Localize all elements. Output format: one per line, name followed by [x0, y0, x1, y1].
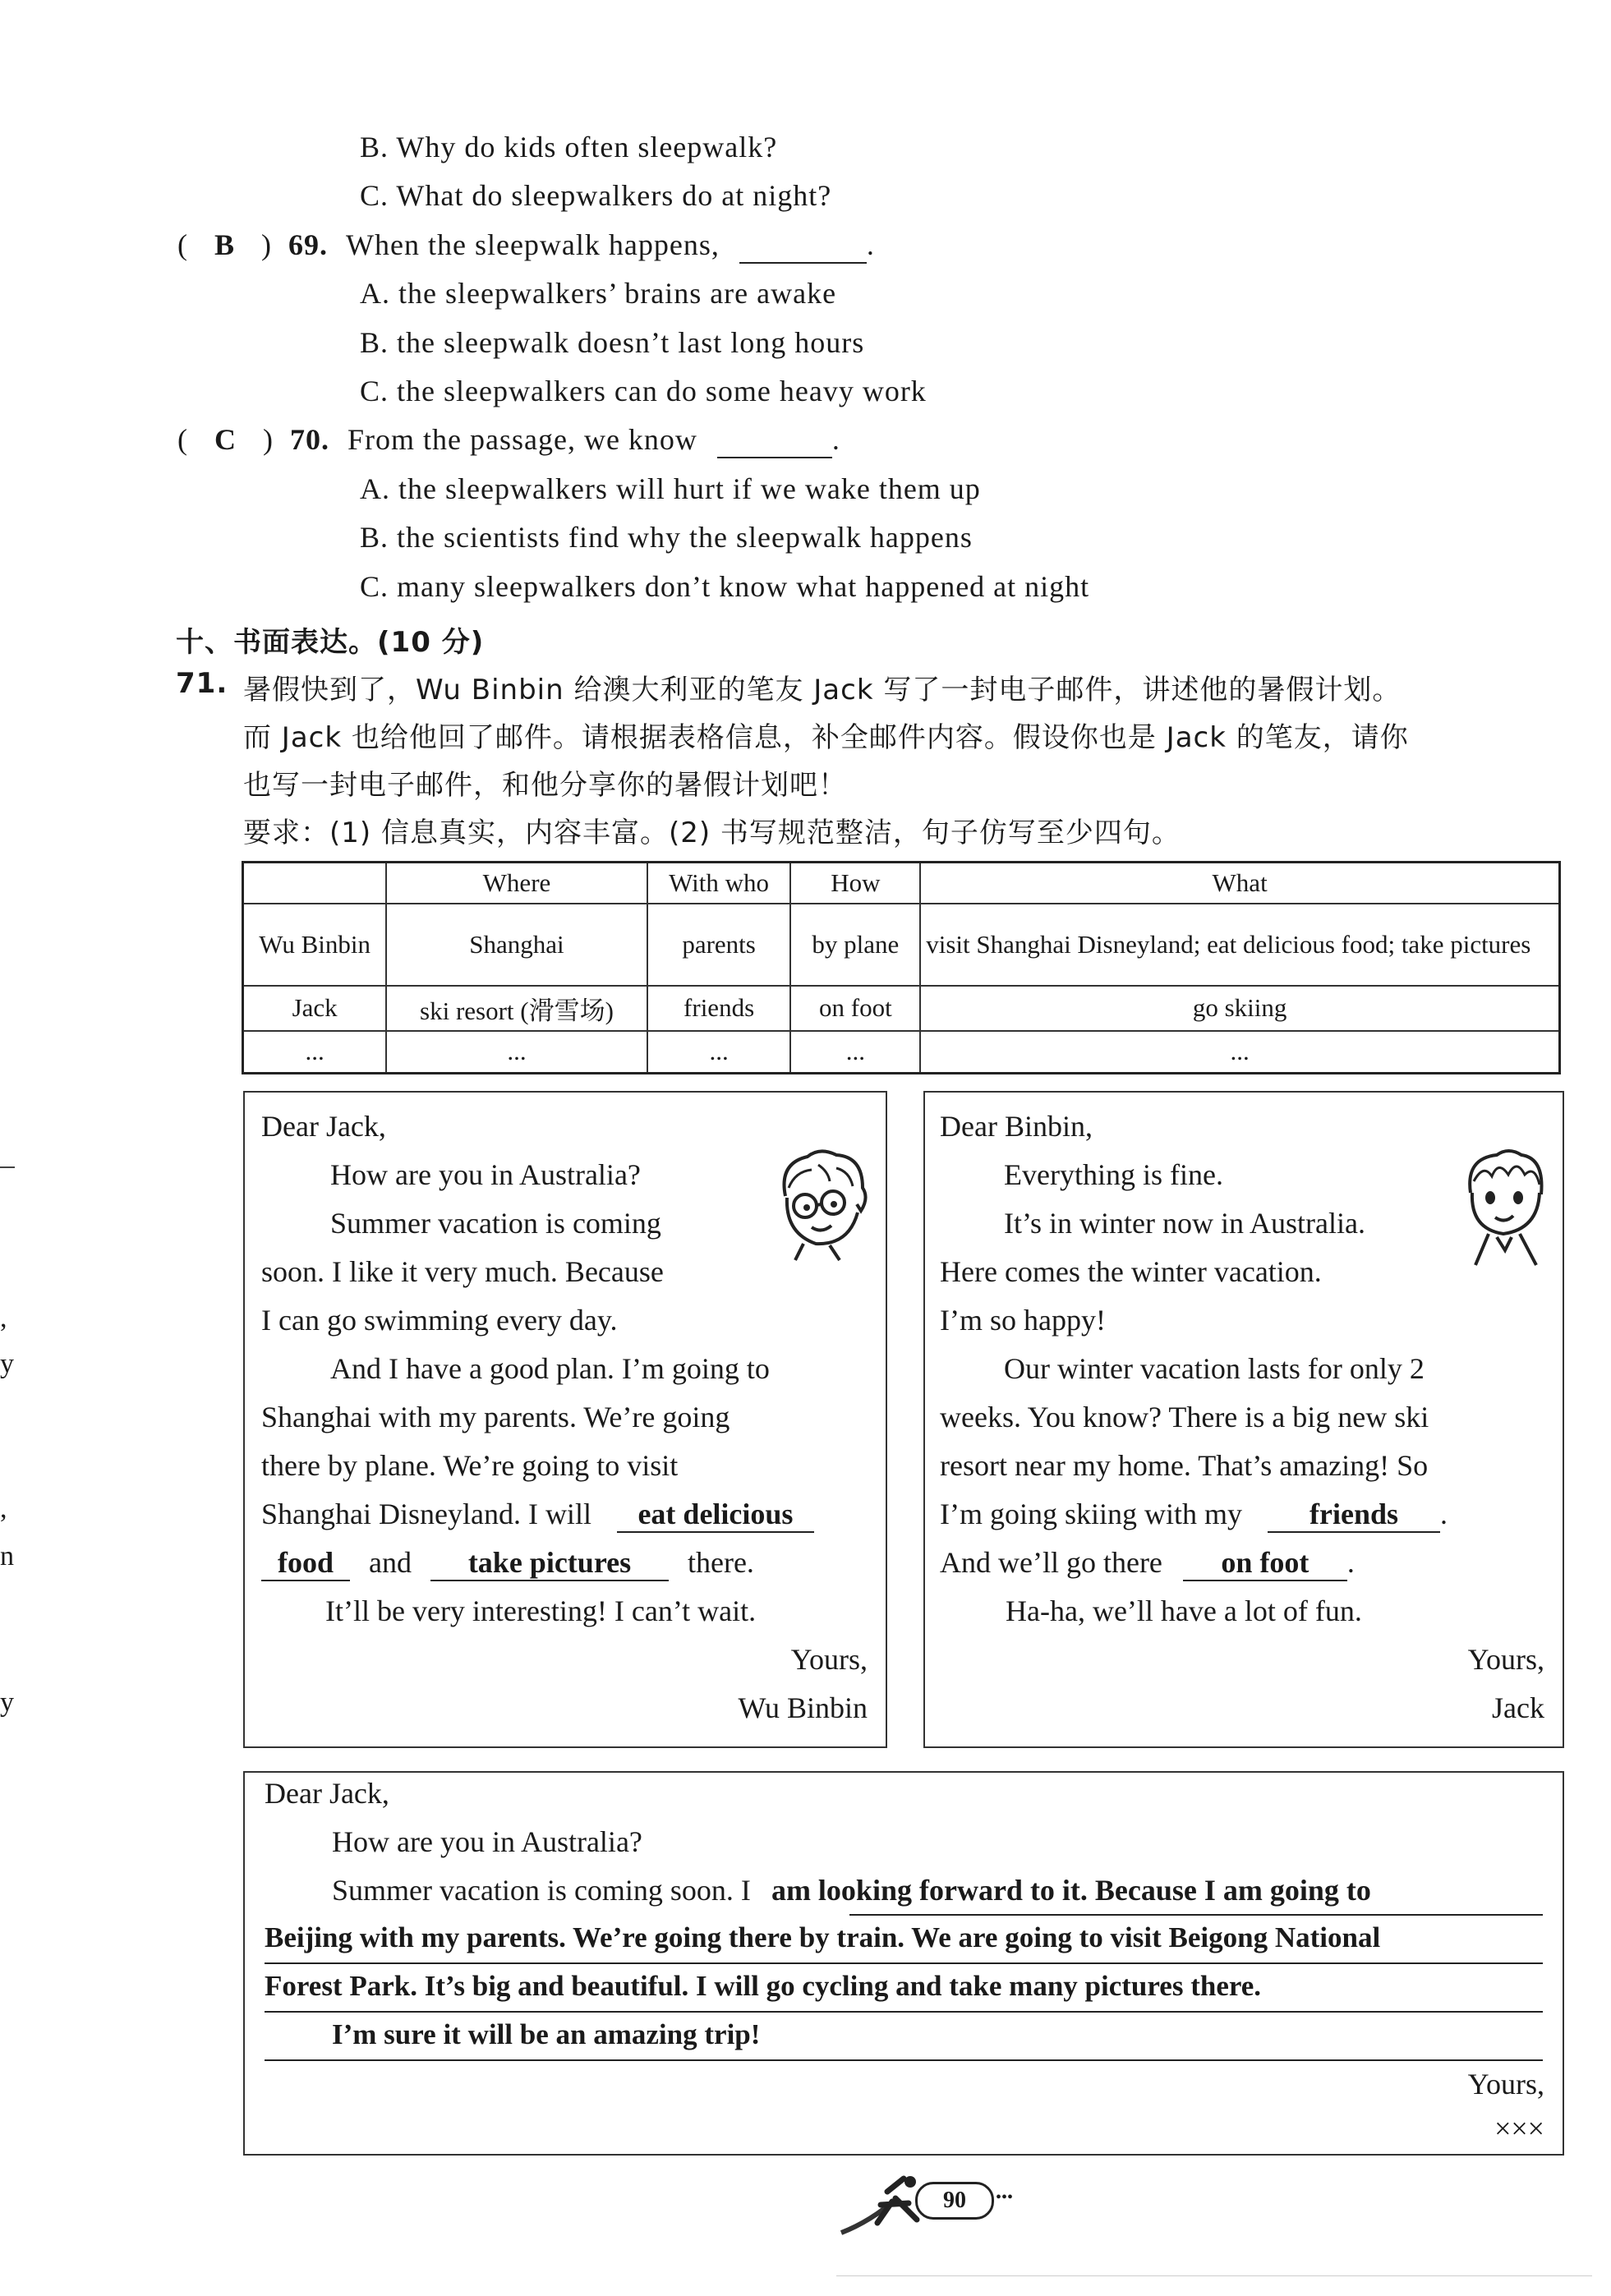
letter-line: there by plane. We’re going to visit: [261, 1449, 679, 1482]
letter-closing: Yours,: [790, 1643, 868, 1676]
edge-mark: n: [0, 1541, 14, 1571]
edge-dash: [0, 1166, 15, 1168]
letter-line: Ha-ha, we’ll have a lot of fun.: [1006, 1594, 1362, 1627]
letter-line: And I have a good plan. I’m going to: [330, 1352, 770, 1385]
letter-line: Shanghai Disneyland. I will eat delicious: [261, 1497, 814, 1533]
question-stem: From the passage, we know: [348, 423, 697, 456]
table-header-cell: How: [790, 863, 920, 904]
boy-with-glasses-icon: [771, 1147, 877, 1262]
answer-text: I’m sure it will be an amazing trip!: [332, 2018, 761, 2050]
table-row: [243, 986, 1560, 1031]
table-cell: friends: [647, 986, 791, 1031]
boy-cartoon-icon: [1459, 1143, 1549, 1267]
edge-mark: ,: [0, 1493, 7, 1524]
table-cell: ski resort (滑雪场): [386, 986, 647, 1031]
letter-line: Everything is fine.: [1004, 1158, 1223, 1191]
page-number: 90: [915, 2182, 994, 2220]
letter-signature: Jack: [1492, 1691, 1544, 1724]
q71-requirements: 要求：(1) 信息真实，内容丰富。(2) 书写规范整洁，句子仿写至少四句。: [243, 817, 1181, 849]
question-number: 69.: [288, 228, 329, 261]
question-stem: When the sleepwalk happens,: [346, 228, 720, 261]
question-70: ( C ) 70. From the passage, we know .: [177, 422, 840, 458]
answer-70: C: [214, 423, 237, 456]
letter-signature: ×××: [1494, 2112, 1544, 2145]
writing-line: [265, 2011, 1543, 2013]
table-cell: parents: [647, 904, 791, 986]
filled-blank: friends: [1268, 1497, 1440, 1533]
q68-option-c: C. What do sleepwalkers do at night?: [360, 179, 832, 212]
letter-line: It’ll be very interesting! I can’t wait.: [325, 1594, 757, 1627]
letter-line: soon. I like it very much. Because: [261, 1255, 664, 1288]
writing-line: [849, 1914, 1543, 1916]
letter-greeting: Dear Jack,: [265, 1777, 389, 1810]
writing-line: [265, 1962, 1543, 1964]
table-cell: ...: [920, 1031, 1559, 1074]
edge-mark: y: [0, 1687, 14, 1718]
letter-line: It’s in winter now in Australia.: [1004, 1207, 1365, 1240]
letter-signature: Wu Binbin: [738, 1691, 868, 1724]
letter-line: Summer vacation is coming soon. I am looking forward to it. Because I am going to: [332, 1874, 1371, 1907]
question-69: ( B ) 69. When the sleepwalk happens, .: [177, 228, 875, 264]
q70-option-c: C. many sleepwalkers don’t know what happened at night: [360, 570, 1090, 603]
question-number-71: 71.: [176, 667, 228, 700]
letter-line: And we’ll go there on foot .: [940, 1545, 1355, 1581]
page-dots: •••: [996, 2188, 1014, 2206]
section-heading: 十、书面表达。(10 分): [176, 626, 485, 659]
q70-option-a: A. the sleepwalkers will hurt if we wake them up: [360, 472, 981, 505]
letter-jack: [923, 1091, 1564, 1748]
answer-blank: [739, 228, 867, 264]
table-header-cell: With who: [647, 863, 791, 904]
answer-text: Beijing with my parents. We’re going there by train. We are going to visit Beigong National: [265, 1921, 1381, 1953]
q70-option-b: B. the scientists find why the sleepwalk happens: [360, 521, 973, 554]
letter-model-answer: [243, 1771, 1564, 2156]
letter-closing: Yours,: [1467, 2068, 1544, 2100]
table-cell: ...: [647, 1031, 791, 1074]
table-row: [243, 1031, 1560, 1074]
table-cell: Shanghai: [386, 904, 647, 986]
table-cell: ...: [243, 1031, 387, 1074]
table-cell: ...: [790, 1031, 920, 1074]
table-cell: on foot: [790, 986, 920, 1031]
letter-line: Here comes the winter vacation.: [940, 1255, 1322, 1288]
edge-mark: ,: [0, 1303, 7, 1333]
letter-greeting: Dear Binbin,: [940, 1110, 1093, 1143]
table-header-cell: Where: [386, 863, 647, 904]
table-header-row: [243, 863, 1560, 904]
answer-blank: [717, 422, 832, 458]
runner-logo-icon: [838, 2174, 928, 2239]
table-cell: visit Shanghai Disneyland; eat delicious food; take pictures: [920, 904, 1559, 986]
letter-greeting: Dear Jack,: [261, 1110, 386, 1143]
letter-line: I’m so happy!: [940, 1304, 1106, 1337]
q71-prompt-line-3: 也写一封电子邮件，和他分享你的暑假计划吧！: [243, 769, 847, 802]
table-header-cell: [243, 863, 387, 904]
table-row: [243, 904, 1560, 986]
filled-blank: eat delicious: [617, 1497, 814, 1533]
letter-line: weeks. You know? There is a big new ski: [940, 1401, 1429, 1433]
filled-blank: on foot: [1183, 1545, 1347, 1581]
filled-blank: food: [261, 1545, 350, 1581]
question-number: 70.: [290, 423, 329, 456]
letter-line: How are you in Australia?: [330, 1158, 641, 1191]
writing-line: [265, 2059, 1543, 2061]
q69-option-a: A. the sleepwalkers’ brains are awake: [360, 277, 837, 310]
letter-line: resort near my home. That’s amazing! So: [940, 1449, 1429, 1482]
letter-line: How are you in Australia?: [332, 1825, 642, 1858]
letter-line: I can go swimming every day.: [261, 1304, 618, 1337]
letter-line: food and take pictures there.: [261, 1545, 754, 1581]
page-bottom-rule: [836, 2275, 1592, 2276]
letter-line: Summer vacation is coming: [330, 1207, 661, 1240]
table-cell: ...: [386, 1031, 647, 1074]
table-header-cell: What: [920, 863, 1559, 904]
letter-closing: Yours,: [1467, 1643, 1544, 1676]
q69-option-c: C. the sleepwalkers can do some heavy work: [360, 375, 927, 407]
q71-prompt-line-2: 而 Jack 也给他回了邮件。请根据表格信息，补全邮件内容。假设你也是 Jack 的笔友，请你: [243, 721, 1409, 754]
answer-text: am looking forward to it. Because I am going to: [771, 1874, 1371, 1907]
filled-blank: take pictures: [430, 1545, 669, 1581]
q71-prompt-line-1: 暑假快到了，Wu Binbin 给澳大利亚的笔友 Jack 写了一封电子邮件，讲述他的暑假计划。: [243, 674, 1402, 706]
q68-option-b: B. Why do kids often sleepwalk?: [360, 131, 778, 163]
q69-option-b: B. the sleepwalk doesn’t last long hours: [360, 326, 865, 359]
answer-69: B: [214, 228, 236, 261]
table-cell: Jack: [243, 986, 387, 1031]
letter-line: Our winter vacation lasts for only 2: [1004, 1352, 1425, 1385]
letter-line: I’m going skiing with my friends .: [940, 1497, 1448, 1533]
letter-wu-binbin: [243, 1091, 887, 1748]
answer-text: Forest Park. It’s big and beautiful. I will go cycling and take many pictures there.: [265, 1970, 1262, 2002]
table-cell: go skiing: [920, 986, 1559, 1031]
letter-line: Shanghai with my parents. We’re going: [261, 1401, 730, 1433]
table-cell: Wu Binbin: [243, 904, 387, 986]
edge-mark: y: [0, 1349, 14, 1379]
table-cell: by plane: [790, 904, 920, 986]
info-table: [242, 861, 1561, 1074]
